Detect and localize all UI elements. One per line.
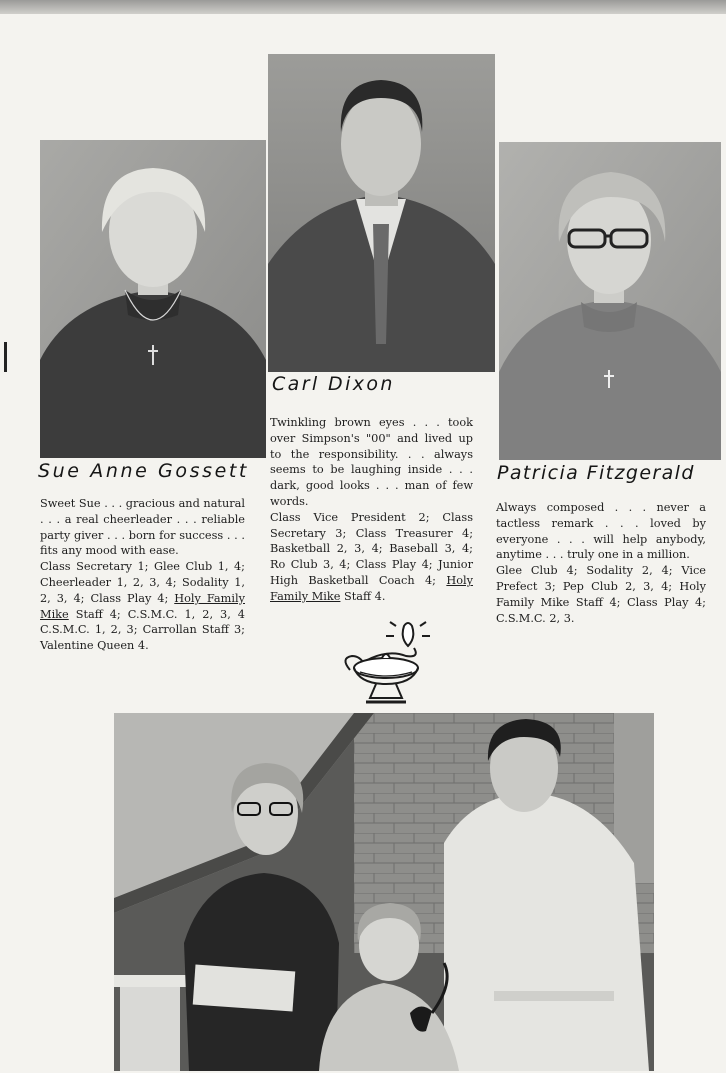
senior-bio-fitzgerald bbox=[496, 500, 706, 626]
activities-text-end: Staff 4. bbox=[340, 589, 386, 603]
portrait-patricia-fitzgerald bbox=[499, 142, 721, 460]
activities-underlined: Holy Family Mike bbox=[270, 573, 473, 603]
senior-name-gossett: Sue Anne Gossett bbox=[38, 460, 249, 482]
binding-mark bbox=[4, 342, 7, 372]
bio-tagline: Sweet Sue . . . gracious and natural . . . a real cheerleader . . . reliable party giver . . . born for success . . . fits any mood with ease. bbox=[40, 497, 245, 558]
activities-text-end: Staff 4; C.S.M.C. 1, 2, 3, 4 C.S.M.C. 1, 2, 3; Carrollan Staff 3; Valentine Queen 4. bbox=[40, 607, 245, 653]
portrait-carl-dixon bbox=[268, 54, 495, 372]
activities-text: Class Secretary 1; Glee Club 1, 4; Cheerleader 1, 2, 3, 4; Sodality 1, 2, 3, 4; Class Play 4; bbox=[40, 560, 245, 605]
portrait-sue-anne-gossett bbox=[40, 140, 266, 458]
bio-activities bbox=[40, 559, 245, 654]
activities-text: Class Vice President 2; Class Secretary 3; Class Treasurer 4; Basketball 2, 3, 4; Baseball 3, 4; Ro Club 3, 4; Class Play 4; Junior High Basketball Coach 4; bbox=[270, 510, 473, 587]
activities-underlined: Holy Family Mike bbox=[40, 591, 245, 621]
bio-tagline: Twinkling brown eyes . . . took over Simpson's "00" and lived up to the responsibility. . . always seems to be laughing inside . . . dark, good looks . . . man of few words. bbox=[270, 416, 473, 508]
bio-activities bbox=[270, 510, 473, 605]
senior-name-fitzgerald: Patricia Fitzgerald bbox=[497, 462, 695, 484]
senior-bio-dixon bbox=[270, 415, 473, 605]
senior-bio-gossett bbox=[40, 496, 245, 654]
activities-text: Glee Club 4; Sodality 2, 4; Vice Prefect 3; Pep Club 2, 3, 4; Holy Family Mike Staff 4; Class Play 4; C.S.M.C. 2, 3. bbox=[496, 564, 706, 625]
bio-tagline: Always composed . . . never a tactless remark . . . loved by everyone . . . will help anybody, anytime . . . truly one in a million. bbox=[496, 501, 706, 562]
senior-name-dixon: Carl Dixon bbox=[272, 373, 395, 395]
lamp-of-learning-icon bbox=[330, 618, 442, 710]
group-photo bbox=[114, 713, 654, 1071]
page-top-edge bbox=[0, 0, 726, 14]
bio-activities bbox=[496, 563, 706, 626]
